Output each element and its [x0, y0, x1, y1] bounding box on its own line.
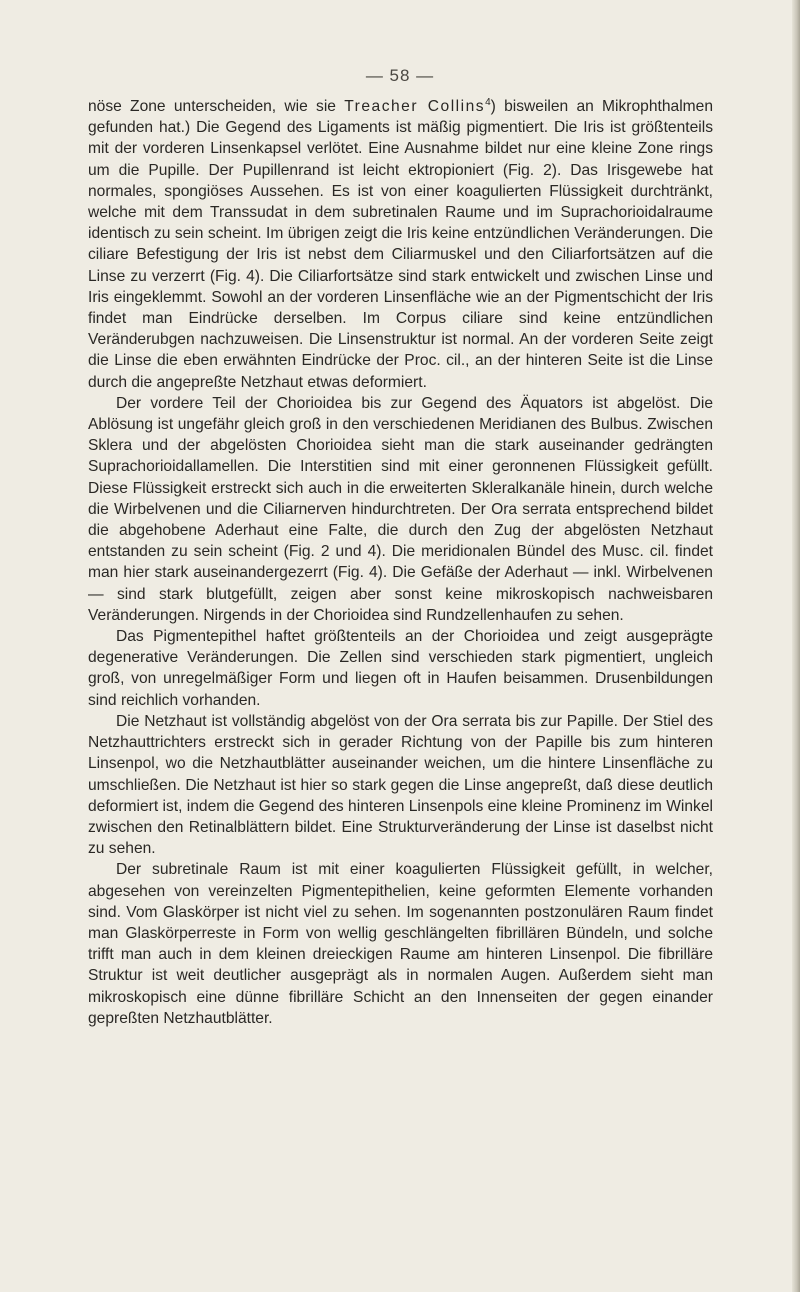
paragraph-1	[88, 96, 713, 393]
page-edge-shadow	[792, 0, 800, 1292]
paragraph-4: Die Netzhaut ist vollständig abgelöst von der Ora serrata bis zur Papille. Der Stiel des Netzhauttrichters erstreckt sich in gerader Richtung von der Papille bis zum hinteren Linsenpol, wo die Netzhautblätter auseinander weichen, um die hintere Linsenfläche zu umschließen. Die Netzhaut ist hier so stark gegen die Linse angepreßt, daß diese deutlich deformiert ist, indem die Gegend des hinteren Linsenpols eine kleine Prominenz im Winkel zwischen den Retinalblättern bildet. Eine Strukturveränderung der Linse ist daselbst nicht zu sehen.	[88, 712, 713, 858]
paragraph-2: Der vordere Teil der Chorioidea bis zur Gegend des Äquators ist abgelöst. Die Ablösung ist ungefähr gleich groß in den verschiedenen Meridianen des Bulbus. Zwischen Sklera und der abgelösten Chorioidea sieht man die stark auseinander gedrängten Suprachorioidallamellen. Die Interstitien sind mit einer geronnenen Flüssigkeit gefüllt. Diese Flüssigkeit erstreckt sich auch in die erweiterten Skleralkanäle hinein, durch welche die Wirbelvenen und die Ciliarnerven hindurchtreten. Der Ora serrata entsprechend bildet die abgehobene Aderhaut eine Falte, die durch den Zug der abgelösten Netzhaut entstanden zu sein scheint (Fig. 2 und 4). Die meridionalen Bündel des Musc. cil. findet man hier stark auseinandergezerrt (Fig. 4). Die Gefäße der Aderhaut — inkl. Wirbelvenen — sind stark blutgefüllt, zeigen aber sonst keine mikroskopisch nachweisbaren Veränderungen. Nirgends in der Chorioidea sind Rundzellenhaufen zu sehen.	[88, 394, 713, 624]
paragraph-1-after: ) bisweilen an Mikrophthalmen gefunden hat.) Die Gegend des Ligaments ist mäßig pigmentiert. Die Iris ist größtenteils mit der vorderen Linsenkapsel verlötet. Eine Ausnahme bildet nur eine kleine Zone rings um die Pupille. Der Pupillenrand ist leicht ektropioniert (Fig. 2). Das Irisgewebe hat normales, spongiöses Aussehen. Es ist von einer koagulierten Flüssigkeit durchtränkt, welche mit dem Transsudat in dem subretinalen Raume und im Suprachorioidalraume identisch zu sein scheint. Im übrigen zeigt die Iris keine entzündlichen Veränderungen. Die ciliare Befestigung der Iris ist nebst dem Ciliarmuskel und den Ciliarfortsätzen auf die Linse zu verzerrt (Fig. 4). Die Ciliarfortsätze sind stark entwickelt und zwischen Linse und Iris eingeklemmt. Sowohl an der vorderen Linsenfläche wie an der Pigmentschicht der Iris findet man Eindrücke derselben. Im Corpus ciliare sind keine entzündlichen Veränderubgen nachzuweisen. Die Linsenstruktur ist normal. An der vorderen Seite zeigt die Linse die eben erwähnten Eindrücke der Proc. cil., an der hinteren Seite ist die Linse durch die angepreßte Netzhaut etwas deformiert.	[88, 98, 713, 391]
page-number: — 58 —	[365, 66, 435, 85]
paragraph-5: Der subretinale Raum ist mit einer koagulierten Flüssigkeit gefüllt, in welcher, abgesehen von vereinzelten Pigmentepithelien, keine geformten Elemente vorhanden sind. Vom Glaskörper ist nicht viel zu sehen. Im sogenannten postzonulären Raum findet man Glaskörperreste in Form von wellig geschlängelten fibrillären Bündeln, und solche trifft man auch in dem kleinen dreieckigen Raume am hinteren Linsenpol. Die fibrilläre Struktur ist weit deutlicher ausgeprägt als in normalen Augen. Außerdem sieht man mikroskopisch eine dünne fibrilläre Schicht an den Innenseiten der gegen einander gepreßten Netzhautblätter.	[88, 861, 713, 1027]
paragraph-3: Das Pigmentepithel haftet größtenteils an der Chorioidea und zeigt ausgeprägte degenerative Veränderungen. Die Zellen sind verschieden stark pigmentiert, ungleich groß, von unregelmäßiger Form und liegen oft in Haufen beisammen. Drusenbildungen sind reichlich vorhanden.	[88, 628, 713, 709]
document-body	[88, 96, 713, 1029]
author-name: Treacher Collins	[344, 98, 486, 115]
paragraph-1-before: nöse Zone unterscheiden, wie sie	[88, 98, 345, 115]
footnote-marker: 4	[485, 96, 491, 108]
